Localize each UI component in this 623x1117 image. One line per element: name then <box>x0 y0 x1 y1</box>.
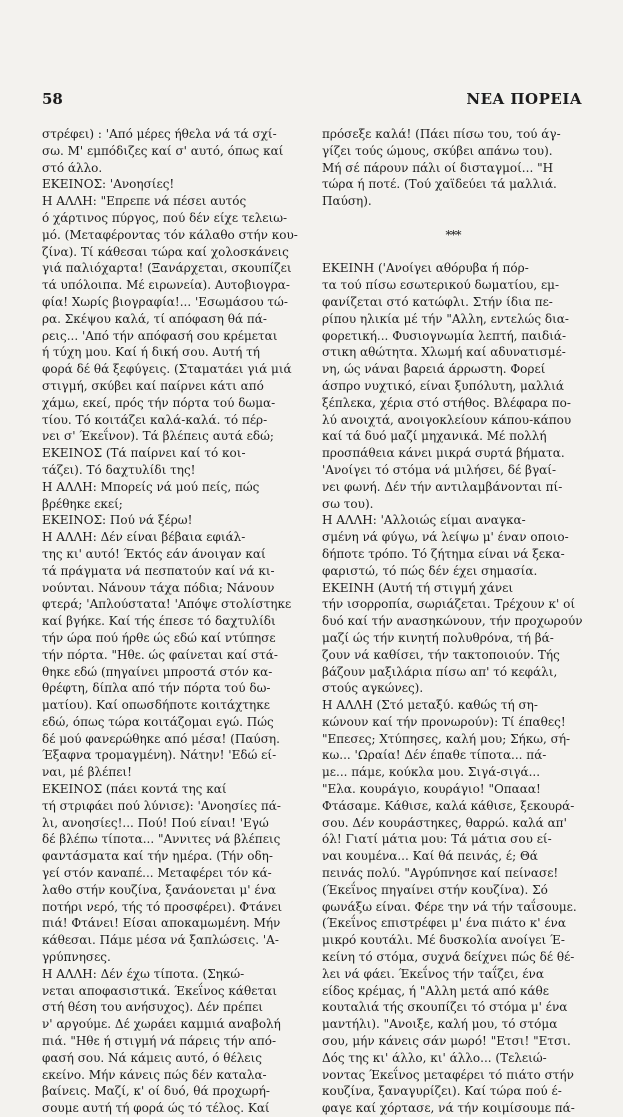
text-line: νοντας Έκεΐνος μεταφέρει τό πιάτο στήν <box>322 1067 574 1082</box>
text-line: καί τά δυό μαζί μηχανικά. Μέ πολλή <box>322 429 547 444</box>
text-line: τήν πόρτα. "Ηθε. ώς φαίνεται καί στά- <box>42 647 278 662</box>
text-line: ναι, μέ βλέπει! <box>42 765 132 780</box>
text-line: Η ΑΛΛΗ (Στό μεταξύ. καθώς τή ση- <box>322 698 538 713</box>
text-line: σμένη νά φύγω, νά λείψω μ' έναν οποιο- <box>322 530 569 545</box>
text-line: Δός της κι' άλλο, κι' άλλο... (Τελειώ- <box>322 1050 547 1065</box>
text-line: όλ! Γιατί μάτια μου: Τά μάτια σου εί- <box>322 832 552 847</box>
text-line: δυό καί τήν ανασηκώνουν, τήν προχωρούν <box>322 614 583 629</box>
text-line: ζίνα). Τί κάθεσαι τώρα καί χολοσκάνεις <box>42 244 289 259</box>
text-line: με... πάμε, κούκλα μου. Σιγά-σιγά... <box>322 765 541 780</box>
text-line: μό. (Μεταφέροντας τόν κάλαθο στήν κου- <box>42 227 298 242</box>
text-line: βαίνεις. Μαζί, κ' οί δυό, θά προχωρή- <box>42 1084 270 1099</box>
text-line: λαθο στήν κουζίνα, ξανάονεται μ' ένα <box>42 882 276 897</box>
text-line: ρεις... 'Από τήν απόφασή σου κρέμεται <box>42 328 278 343</box>
text-line: τάζει). Τό δαχτυλίδι της! <box>42 462 196 477</box>
text-line: στικη αθώτητα. Χλωμή καί αδυνατισμέ- <box>322 345 566 360</box>
text-line: 'Ανοίγει τό στόμα νά μιλήσει, δέ βγαί- <box>322 462 557 477</box>
text-line: λύ ανοιχτά, ανοιγοκλείουν κάπου-κάπου <box>322 412 572 427</box>
text-line: Φτάσαμε. Κάθισε, καλά κάθισε, ξεκουρά- <box>322 798 575 813</box>
text-line: σω. Μ' εμπόδιζες καί σ' αυτό, όπως καί <box>42 143 284 158</box>
text-line: θηκε εδώ (πηγαίνει μπροστά στόν κα- <box>42 664 273 679</box>
text-line: ματίου). Καί οπωσδήποτε κοιτάχτηκε <box>42 698 270 713</box>
text-line: φορά δέ θά ξεφύγεις. (Σταματάει γιά μιά <box>42 362 292 377</box>
text-line: *** <box>445 227 461 242</box>
text-line: Μή σέ πάρουν πάλι οί δισταγμοί... "Η <box>322 160 554 175</box>
text-line: σου, μήν κάνεις σάν μωρό! "Ετσι! "Ετσι. <box>322 1034 571 1049</box>
text-line: χάμω, εκεί, πρός τήν πόρτα τού δωμα- <box>42 395 276 410</box>
text-line: δέ βλέπω τίποτα... "Αννιτες νά βλέπεις <box>42 832 281 847</box>
text-line: (Έκεΐνος πηγαίνει στήν κουζίνα). Σό <box>322 882 548 897</box>
text-line: (Έκεΐνος επιστρέφει μ' ένα πιάτο κ' ένα <box>322 916 566 931</box>
text-line: φαντάσματα καί τήν ημέρα. (Τήν οδη- <box>42 849 273 864</box>
text-line: τά πράγματα νά πεσπατούν καί νά κι- <box>42 563 275 578</box>
text-line: δήποτε τρόπο. Τό ζήτημα είναι νά ξεκα- <box>322 546 565 561</box>
text-line: πεινάς πολύ. "Αγρύπνησε καί πείνασε! <box>322 866 559 881</box>
left-column <box>42 126 307 1116</box>
text-line: στό άλλο. <box>42 160 103 175</box>
text-line: στιγμή, σκύβει καί παίρνει κάτι από <box>42 378 264 393</box>
text-line: φασή σου. Νά κάμεις αυτό, ό θέλεις <box>42 1050 262 1065</box>
text-line: νούνται. Νάνουν τάχα πόδια; Νάνουν <box>42 580 275 595</box>
text-line: εδώ, όπως τώρα κοιτάζομαι εγώ. Πώς <box>42 714 274 729</box>
text-line: σουμε αυτή τή φορά ώς τό τέλος. Καί <box>42 1101 270 1116</box>
text-line: εκείνο. Μήν κάνεις πώς δέν καταλα- <box>42 1067 267 1082</box>
running-title: ΝΕΑ ΠΟΡΕΙΑ <box>466 90 582 108</box>
text-line <box>322 244 584 261</box>
text-line: Έξαφνα τρομαγμένη). Νάτην! 'Εδώ εί- <box>42 748 277 763</box>
text-line: νει σ' Έκεΐνον). Τά βλέπεις αυτά εδώ; <box>42 429 274 444</box>
text-line: φτερά; 'Απλούστατα! 'Απόψε στολίστηκε <box>42 597 292 612</box>
text-line: Παύση). <box>322 194 372 209</box>
text-line: ό χάρτινος πύργος, πού δέν είχε τελειω- <box>42 210 288 225</box>
text-line: μαζί ώς τήν κινητή πολυθρόνα, τή βά- <box>322 630 554 645</box>
text-line: σω του). <box>322 496 374 511</box>
text-line: νεται αποφασιστικά. Έκεΐνος κάθεται <box>42 983 277 998</box>
text-line: άσπρο νυχτικό, είναι ξυπόλυτη, μαλλιά <box>322 378 564 393</box>
right-column <box>322 126 584 1116</box>
text-line: γίζει τούς ώμους, σκύβει απάνω του). <box>322 143 553 158</box>
text-line: φορετική... Φυσιογνωμία λεπτή, παιδιά- <box>322 328 567 343</box>
text-line: ΕΚΕΙΝΗ ('Ανοίγει αθόρυβα ή πόρ- <box>322 261 529 276</box>
text-line: φαριστώ, τό πώς δέν έχει σημασία. <box>322 563 538 578</box>
text-line: τώρα ή ποτέ. (Τού χαϊδεύει τά μαλλιά. <box>322 177 557 192</box>
text-line: Η ΑΛΛΗ: Δέν είναι βέβαια εφιάλ- <box>42 530 246 545</box>
text-line: γιά παλιόχαρτα! (Ξανάρχεται, σκουπίζει <box>42 261 292 276</box>
text-line: τα τού πίσω εσωτερικού δωματίου, εμ- <box>322 278 560 293</box>
text-line: της κι' αυτό! Έκτός εάν άνοιγαν καί <box>42 546 266 561</box>
text-line: κώνουν καί τήν προνωρούν): Τί έπαθες! <box>322 714 566 729</box>
text-line: ΕΚΕΙΝΟΣ (πάει κοντά της καί <box>42 782 227 797</box>
text-line: πιά. "Ηθε ή στιγμή νά πάρεις τήν από- <box>42 1034 276 1049</box>
text-line: ναι κουμένα... Καί θά πεινάς, έ; Θά <box>322 849 538 864</box>
text-line: τά υπόλοιπα. Μέ ειρωνεία). Αυτοβιογρα- <box>42 278 290 293</box>
text-line: νη, ώς νάναι βαρειά άρρωστη. Φορεί <box>322 362 546 377</box>
text-line: τήν ισορροπία, σωριάζεται. Τρέχουν κ' οί <box>322 597 576 612</box>
text-line: ρα. Σκέψου καλά, τί απόφαση θά πά- <box>42 311 267 326</box>
text-line: φαγε καί χόρτασε, νά τήν κοιμίσουμε πά- <box>322 1101 575 1116</box>
text-line: λι, ανοησίες!... Πού! Πού είναι! 'Εγώ <box>42 815 269 830</box>
text-line: "Ελα. κουράγιο, κουράγιο! "Οπααα! <box>322 782 541 797</box>
text-line: μικρό κουτάλι. Μέ δυσκολία ανοίγει Έ- <box>322 933 565 948</box>
text-line <box>322 210 584 227</box>
text-line: φωνάξω είναι. Φέρε την νά τήν ταΐσουμε. <box>322 899 577 914</box>
text-line: γεί στόν καναπέ... Μεταφέρει τόν κά- <box>42 866 272 881</box>
text-line: ζουν νά καθίσει, τήν τακτοποιούν. Τής <box>322 647 560 662</box>
page-header <box>42 90 582 110</box>
text-line: ρίπου ηλικία μέ τήν "Αλλη, εντελώς δια- <box>322 311 569 326</box>
text-line: Η ΑΛΛΗ: Μπορείς νά μού πείς, πώς <box>42 479 260 494</box>
text-line: ν' αργούμε. Δέ χωράει καμμιά αναβολή <box>42 1017 281 1032</box>
text-line: προσπάθεια κάνει μικρά συρτά βήματα. <box>322 446 565 461</box>
text-line: Η ΑΛΛΗ: 'Αλλοιώς είμαι αναγκα- <box>322 513 526 528</box>
text-line: φανίζεται στό κατώφλι. Στήν ίδια πε- <box>322 294 553 309</box>
text-line: δέ μού φανερώθηκε από μέσα! (Παύση. <box>42 731 280 746</box>
text-line: κουταλιά τής σκουπίζει τό στόμα μ' ένα <box>322 1000 568 1015</box>
text-line: κείνη τό στόμα, συχνά δείχνει πώς δέ θέ- <box>322 950 575 965</box>
text-line: ΕΚΕΙΝΗ (Αυτή τή στιγμή χάνει <box>322 580 514 595</box>
text-line: κάθεσαι. Πάμε μέσα νά ξαπλώσεις. 'Α- <box>42 933 279 948</box>
text-line: ΕΚΕΙΝΟΣ: Πού νά ξέρω! <box>42 513 193 528</box>
text-line: ποτήρι νερό, τής τό προσφέρει). Φτάνει <box>42 899 283 914</box>
text-line: κουζίνα, ξαναγυρίζει). Καί τώρα πού έ- <box>322 1084 562 1099</box>
text-line: θρέφτη, δίπλα από τήν πόρτα τού δω- <box>42 681 271 696</box>
text-line: γρύπνησες. <box>42 950 111 965</box>
text-line: βάζουν μαξιλάρια πίσω απ' τό κεφάλι, <box>322 664 558 679</box>
text-line: σου. Δέν κουράστηκες, θαρρώ. καλά απ' <box>322 815 567 830</box>
text-line: τή στριφάει πού λύνισε): 'Ανοησίες πά- <box>42 798 281 813</box>
text-line: ή τύχη μου. Καί ή δική σου. Αυτή τή <box>42 345 260 360</box>
text-line: ξέπλεκα, χέρια στό στήθος. Βλέφαρα πο- <box>322 395 571 410</box>
text-line: φία! Χωρίς βιογραφία!... 'Εσωμάσου τώ- <box>42 294 288 309</box>
text-line: στούς αγκώνες). <box>322 681 424 696</box>
page-number: 58 <box>42 90 63 108</box>
text-line: "Επεσες; Χτύπησες, καλή μου; Σήκω, σή- <box>322 731 571 746</box>
text-line: ΕΚΕΙΝΟΣ: 'Ανοησίες! <box>42 177 175 192</box>
text-line: κω... 'Ωραία! Δέν έπαθε τίποτα... πά- <box>322 748 547 763</box>
text-line: λει νά φάει. Έκεΐνος τήν ταΐζει, ένα <box>322 966 544 981</box>
text-line: μαντήλι). "Ανοιξε, καλή μου, τό στόμα <box>322 1017 558 1032</box>
text-line: Η ΑΛΛΗ: "Επρεπε νά πέσει αυτός <box>42 194 247 209</box>
text-line: καί βγήκε. Καί τής έπεσε τό δαχτυλίδι <box>42 614 276 629</box>
text-line: πρόσεξε καλά! (Πάει πίσω του, τού άγ- <box>322 127 561 141</box>
text-line: στή θέση του ανήσυχος). Δέν πρέπει <box>42 1000 264 1015</box>
text-line: τήν ώρα πού ήρθε ώς εδώ καί ντύπησε <box>42 630 276 645</box>
text-line: τίου. Τό κοιτάζει καλά-καλά. τό πέρ- <box>42 412 268 427</box>
text-line: Η ΑΛΛΗ: Δέν έχω τίποτα. (Σηκώ- <box>42 966 245 981</box>
text-line: είδος κρέμας, ή "Αλλη μετά από κάθε <box>322 983 549 998</box>
text-line: στρέφει) : 'Από μέρες ήθελα νά τά σχί- <box>42 127 277 141</box>
text-line: νει φωνή. Δέν τήν αντιλαμβάνονται πί- <box>322 479 563 494</box>
text-line: ΕΚΕΙΝΟΣ (Τά παίρνει καί τό κοι- <box>42 446 246 461</box>
text-line: πιά! Φτάνει! Είσαι αποκαμωμένη. Μήν <box>42 916 281 931</box>
text-line: βρέθηκε εκεί; <box>42 496 123 511</box>
